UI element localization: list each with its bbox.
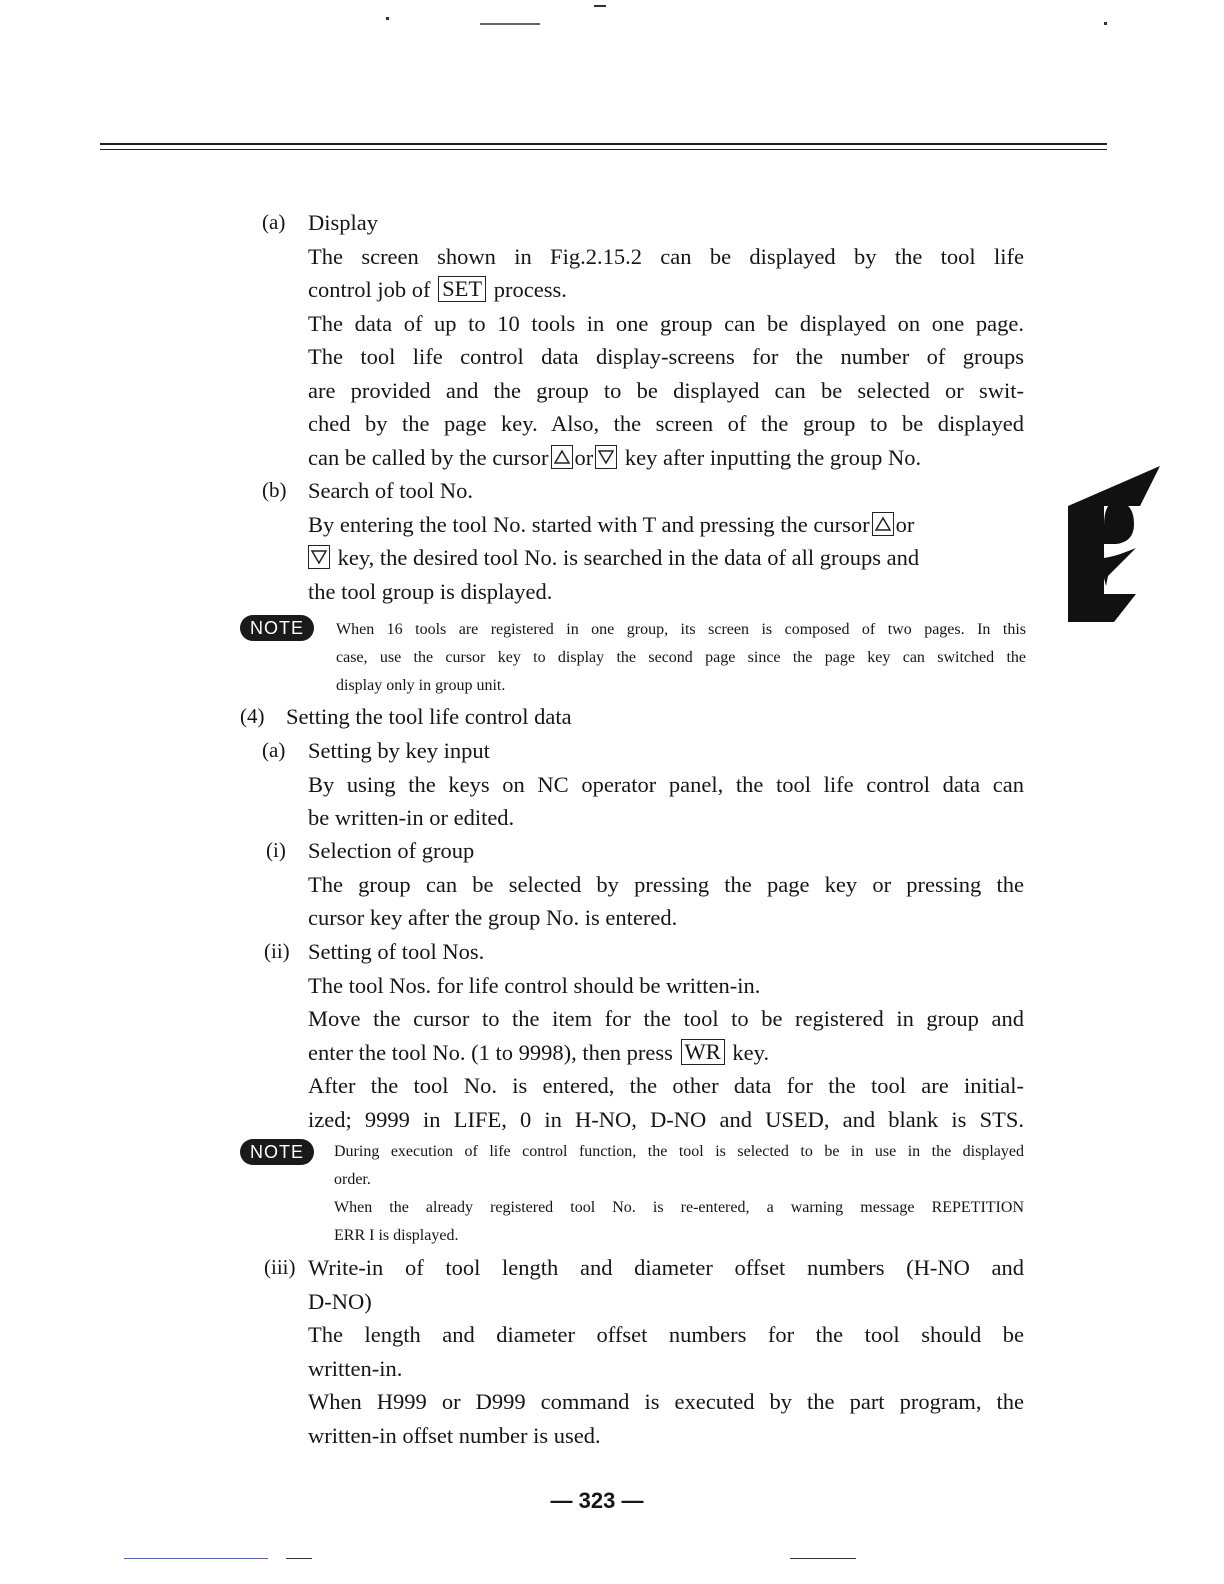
- section-iii-heading: Write-in of tool length and diameter offset numbers (H-NO and: [308, 1255, 1024, 1280]
- text: key after inputting the group No.: [624, 444, 922, 470]
- scan-speck: [594, 5, 606, 7]
- section-a-heading: Display: [308, 210, 378, 235]
- paragraph-line: [308, 1036, 1024, 1070]
- section-ii-label: (ii): [264, 939, 290, 963]
- section-b-heading: Search of tool No.: [308, 478, 473, 503]
- paragraph-line: written-in.: [308, 1355, 403, 1381]
- paragraph-line: [308, 273, 1024, 307]
- page-number: — 323 —: [550, 1488, 644, 1513]
- footer-line: [124, 1558, 268, 1559]
- note-line: When the already registered tool No. is re-entered, a warning message REPETITION: [334, 1199, 1024, 1216]
- paragraph-line: After the tool No. is entered, the other data for the tool are initial-: [308, 1073, 1024, 1098]
- note-line: order.: [334, 1171, 371, 1188]
- cursor-down-key-icon: [595, 445, 617, 469]
- text: key.: [732, 1039, 770, 1065]
- text: process.: [493, 277, 567, 302]
- section-b: [308, 474, 1024, 608]
- section-iii: [308, 1251, 1024, 1452]
- section-4a-label: (a): [262, 738, 286, 762]
- paragraph-line: ized; 9999 in LIFE, 0 in H-NO, D-NO and USED, and blank is STS.: [308, 1106, 1024, 1132]
- cursor-up-key-icon: [872, 512, 894, 536]
- paragraph-line: the tool group is displayed.: [308, 578, 553, 604]
- note-line: When 16 tools are registered in one group, its screen is composed of two pages. In this: [336, 621, 1026, 638]
- paragraph-line: The tool life control data display-screens for the number of groups: [308, 344, 1024, 369]
- note-line: case, use the cursor key to display the second page since the page key can switched the: [336, 649, 1026, 666]
- paragraph-line: cursor key after the group No. is entered.: [308, 905, 678, 930]
- note-2: [334, 1138, 1024, 1250]
- paragraph-line: be written-in or edited.: [308, 805, 515, 830]
- note-line: ERR I is displayed.: [334, 1227, 459, 1244]
- paragraph-line: The length and diameter offset numbers for the tool should be: [308, 1322, 1024, 1347]
- header-rule-thin: [100, 149, 1107, 150]
- section-b-label: (b): [262, 478, 287, 502]
- paragraph-line: ched by the page key. Also, the screen of the group to be displayed: [308, 411, 1024, 436]
- section-ii-heading: Setting of tool Nos.: [308, 939, 485, 964]
- paragraph-line: [308, 508, 1024, 542]
- scan-speck: [386, 17, 389, 20]
- section-a-label: (a): [262, 210, 286, 234]
- footer-line: [790, 1558, 856, 1559]
- note-line: display only in group unit.: [336, 677, 506, 694]
- footer-line: [286, 1558, 312, 1559]
- header-rule: [100, 143, 1107, 145]
- wr-key: WR: [681, 1039, 725, 1065]
- paragraph-line: The data of up to 10 tools in one group can be displayed on one page.: [308, 310, 1024, 336]
- paragraph-line: When H999 or D999 command is executed by the part program, the: [308, 1389, 1024, 1414]
- section-4-heading: Setting the tool life control data: [286, 704, 572, 729]
- text: By entering the tool No. started with T and pressing the cursor: [308, 511, 870, 537]
- set-key: SET: [438, 276, 486, 302]
- paragraph-line: Move the cursor to the item for the tool to be registered in group and: [308, 1006, 1024, 1031]
- paragraph-line: [308, 541, 1024, 575]
- section-4a: [308, 734, 1024, 835]
- text: key, the desired tool No. is searched in the data of all groups and: [337, 545, 920, 570]
- section-i: [308, 834, 1024, 935]
- text: enter the tool No. (1 to 9998), then press: [308, 1039, 673, 1065]
- cursor-up-key-icon: [551, 445, 573, 469]
- paragraph-line: [308, 441, 1024, 475]
- cursor-down-key-icon: [308, 545, 330, 569]
- paragraph-line: The group can be selected by pressing the page key or pressing the: [308, 871, 1024, 897]
- paragraph-line: By using the keys on NC operator panel, the tool life control data can: [308, 771, 1024, 797]
- paragraph-line: written-in offset number is used.: [308, 1422, 601, 1448]
- section-4a-heading: Setting by key input: [308, 738, 490, 763]
- text: or: [895, 511, 915, 537]
- section-iii-label: (iii): [264, 1255, 296, 1279]
- scan-speck: [480, 23, 540, 25]
- section-ii: [308, 935, 1024, 1136]
- scan-speck: [1104, 22, 1107, 25]
- note-badge: NOTE: [240, 615, 314, 641]
- note-1: [336, 616, 1026, 700]
- section-i-label: (i): [266, 838, 286, 862]
- text: can be called by the cursor: [308, 444, 549, 470]
- text: control job of: [308, 277, 431, 302]
- note-line: During execution of life control function, the tool is selected to be in use in the displayed: [334, 1143, 1024, 1160]
- note-badge: NOTE: [240, 1139, 314, 1165]
- section-iii-heading: D-NO): [308, 1288, 372, 1314]
- section-a: [308, 206, 1024, 474]
- paragraph-line: are provided and the group to be displayed can be selected or swit-: [308, 377, 1024, 403]
- paragraph-line: The tool Nos. for life control should be written-in.: [308, 972, 761, 998]
- section-4-label: (4): [240, 704, 265, 728]
- paragraph-line: The screen shown in Fig.2.15.2 can be displayed by the tool life: [308, 243, 1024, 269]
- text: or: [574, 444, 594, 470]
- chapter-tab-mark: [1064, 466, 1160, 622]
- section-i-heading: Selection of group: [308, 838, 475, 863]
